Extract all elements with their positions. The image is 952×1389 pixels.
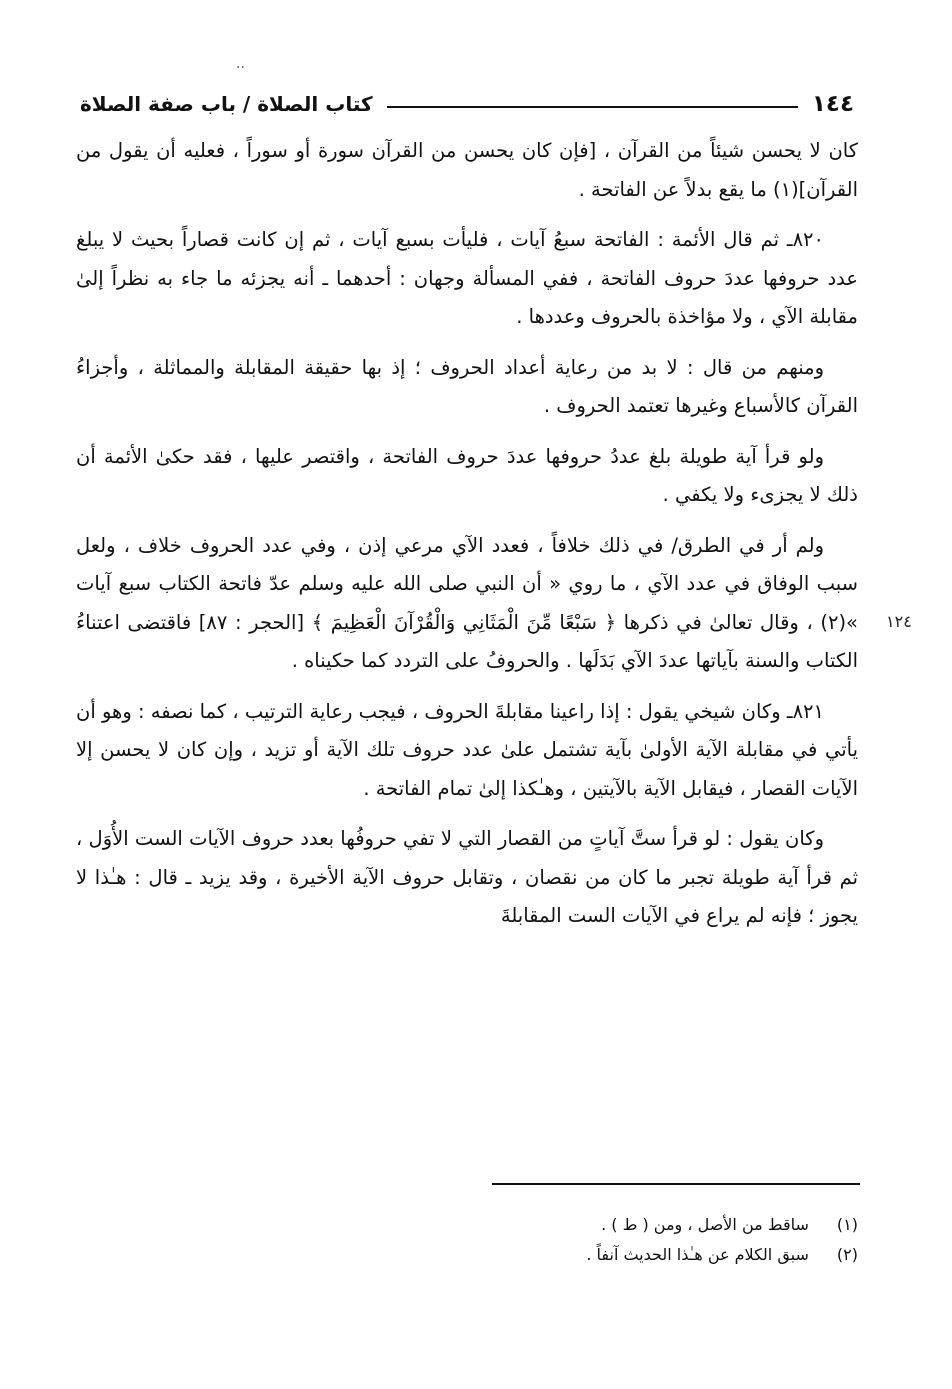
footnote-text: ساقط من الأصل ، ومن ( ط ) . [601, 1215, 809, 1234]
header-rule [387, 106, 798, 108]
manuscript-folio-marker: ١٢٤ [886, 612, 912, 631]
paragraph-long-verse: ولو قرأ آية طويلة بلغ عددُ حروفها عددَ حروف الفاتحة ، واقتصر عليها ، فقد حكىٰ الأئمة أن ذلك لا يجزىء ولا يكفي . [76, 444, 858, 506]
page-number: ١٤٤ [811, 91, 854, 117]
main-text [76, 132, 858, 936]
footnote-rule [492, 1183, 860, 1185]
paragraph-820: ٨٢٠ـ ثم قال الأئمة : الفاتحة سبعُ آيات ، فليأت بسبع آيات ، ثم إن كانت قصاراً بحيث لا يبلغ عدد حروفها عددَ حروف الفاتحة ، ففي المسألة وجهان : أحدهما ـ أنه يجزئه ما جاء به نظراً إلىٰ مقابلة الآي ، ولا مؤاخذة بالحروف وعددها . [76, 228, 858, 328]
footnotes [76, 1210, 858, 1270]
page-header [80, 86, 854, 122]
paragraph-other-view: ومنهم من قال : لا بد من رعاية أعداد الحروف ؛ إذ بها حقيقة المقابلة والمماثلة ، وأجزاءُ القرآن كالأسباع وغيرها تعتمد الحروف . [76, 355, 858, 417]
paragraph-821: ٨٢١ـ وكان شيخي يقول : إذا راعينا مقابلةَ الحروف ، فيجب رعاية الترتيب ، كما نصفه : وهو أن يأتي في مقابلة الآية الأولىٰ بآية تشتمل علىٰ عدد حروف تلك الآية أو تزيد ، وإن كان لا يحسن إلا الآيات القصار ، فيقابل الآية بالآيتين ، وهـٰكذا إلىٰ تمام الفاتحة . [76, 699, 858, 800]
footnote-number: (٢) [836, 1245, 858, 1264]
print-speck: ·· [236, 60, 245, 76]
footnote-1 [76, 1210, 858, 1240]
footnote-text: سبق الكلام عن هـٰذا الحديث آنفاً . [586, 1245, 809, 1264]
paragraph-continuation: كان لا يحسن شيئاً من القرآن ، [فإن كان يحسن من القرآن سورة أو سوراً ، فعليه أن يقول من القرآن](١) ما يقع بدلاً عن الفاتحة . [76, 139, 858, 201]
footnote-2 [76, 1240, 858, 1270]
paragraph-six-verses: وكان يقول : لو قرأ ستَّ آياتٍ من القصار التي لا تفي حروفُها بعدد حروف الآيات الست الأُوَل ، ثم قرأ آية طويلة تجبر ما كان من نقصان ، وتقابل حروف الآية الأخيرة ، وقد يزيد ـ قال : هـٰذا لا يجوز ؛ فإنه لم يراع في الآيات الست المقابلةَ [76, 827, 858, 927]
footnote-number: (١) [836, 1215, 858, 1234]
paragraph-agreement: ولم أر في الطرق/ في ذلك خلافاً ، فعدد الآي مرعي إذن ، وفي عدد الحروف خلاف ، ولعل سبب الوفاق في عدد الآي ، ما روي « أن النبي صلى الله عليه وسلم عدّ فاتحة الكتاب سبع آيات »(٢) ، وقال تعالىٰ في ذكرها ﴿ سَبْعًا مِّنَ الْمَثَانِي وَالْقُرْآنَ الْعَظِيمَ ﴾ [الحجر : ٨٧] فاقتضى اعتناءُ الكتاب والسنة بآياتها عددَ الآي بَدَلَها . والحروفُ على التردد كما حكيناه . [76, 533, 858, 672]
running-title: كتاب الصلاة / باب صفة الصلاة [80, 92, 373, 116]
